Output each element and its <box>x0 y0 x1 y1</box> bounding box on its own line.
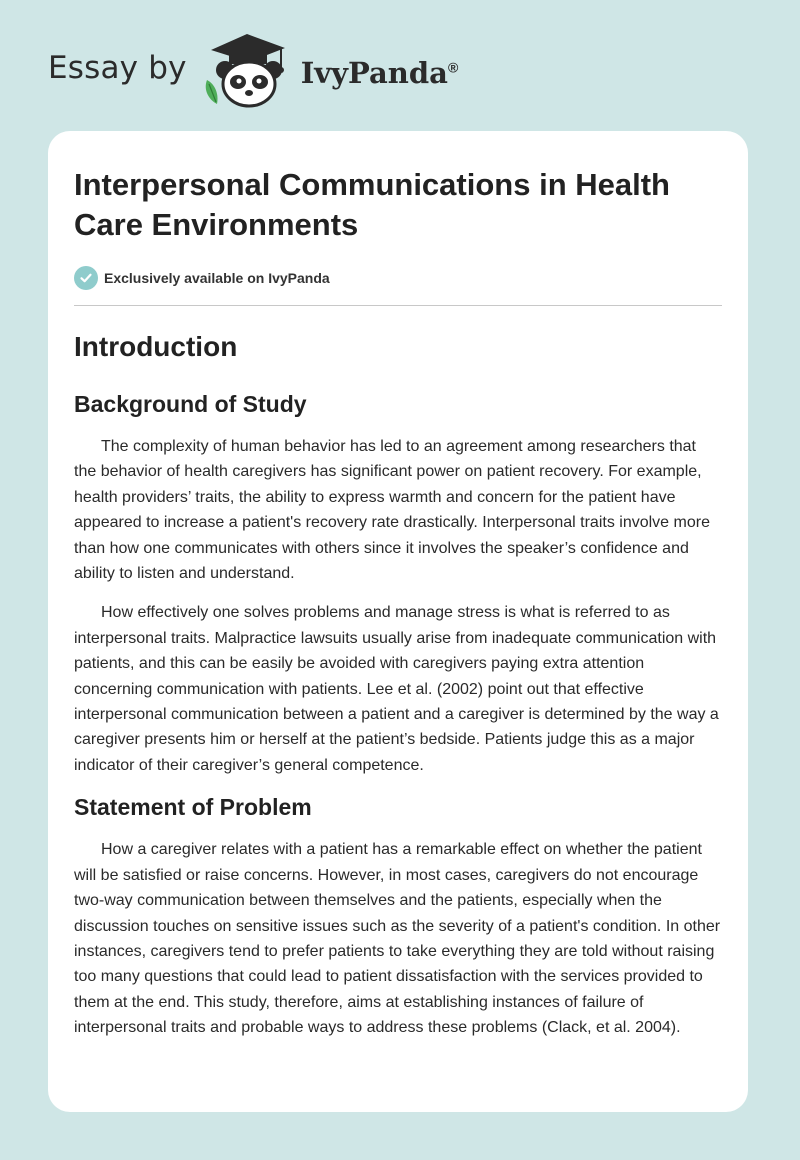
registered-mark: ® <box>447 59 459 76</box>
exclusive-badge <box>74 265 722 291</box>
paragraph: How effectively one solves problems and manage stress is what is referred to as interpersonal traits. Malpractice lawsuits usually arise from inadequate communication with patients, and this can be easily be avoided with caregivers paying extra attention concerning communication with patients. Lee et al. (2002) point out that effective interpersonal communication between a patient and a caregiver is determined by the way a caregiver presents him or herself at the patient’s bedside. Patients judge this as a major indicator of their caregiver’s general competence. <box>74 604 719 774</box>
article-card <box>48 131 748 1112</box>
brand-name: IvyPanda® <box>300 56 459 90</box>
title-divider <box>74 305 722 306</box>
subsection-heading-problem: Statement of Problem <box>74 794 312 821</box>
section-heading-introduction: Introduction <box>74 331 238 362</box>
brand-header <box>48 30 458 110</box>
paragraph: The complexity of human behavior has led to an agreement among researchers that the behavior of health caregivers has significant power on patient recovery. For example, health providers’ traits, the ability to express warmth and concern for the patient have appeared to increase a patient's recovery rate drastically. Interpersonal traits involve more than how one communicates with others since it involves the speaker’s confidence and ability to listen and understand. <box>74 438 710 583</box>
brand-prefix: Essay by <box>48 50 187 86</box>
subsection-heading-background: Background of Study <box>74 391 307 417</box>
paragraph: How a caregiver relates with a patient has a remarkable effect on whether the patient will be satisfied or raise concerns. However, in most cases, caregivers do not encourage two-way communication between themselves and the patients, especially when the discussion touches on sensitive issues such as the severity of a patient's condition. In other instances, caregivers tend to prefer patients to take everything they are told without raising too many questions that could lead to patient dissatisfaction with the services provided to them at the end. This study, therefore, aims at establishing instances of failure of interpersonal traits and probable ways to address these problems (Clack, et al. 2004). <box>74 841 721 1037</box>
check-icon <box>74 266 98 290</box>
article-title: Interpersonal Communications in Health Care Environments <box>74 167 670 242</box>
exclusive-label: Exclusively available on IvyPanda <box>104 270 330 286</box>
panda-graduate-icon <box>201 30 297 110</box>
